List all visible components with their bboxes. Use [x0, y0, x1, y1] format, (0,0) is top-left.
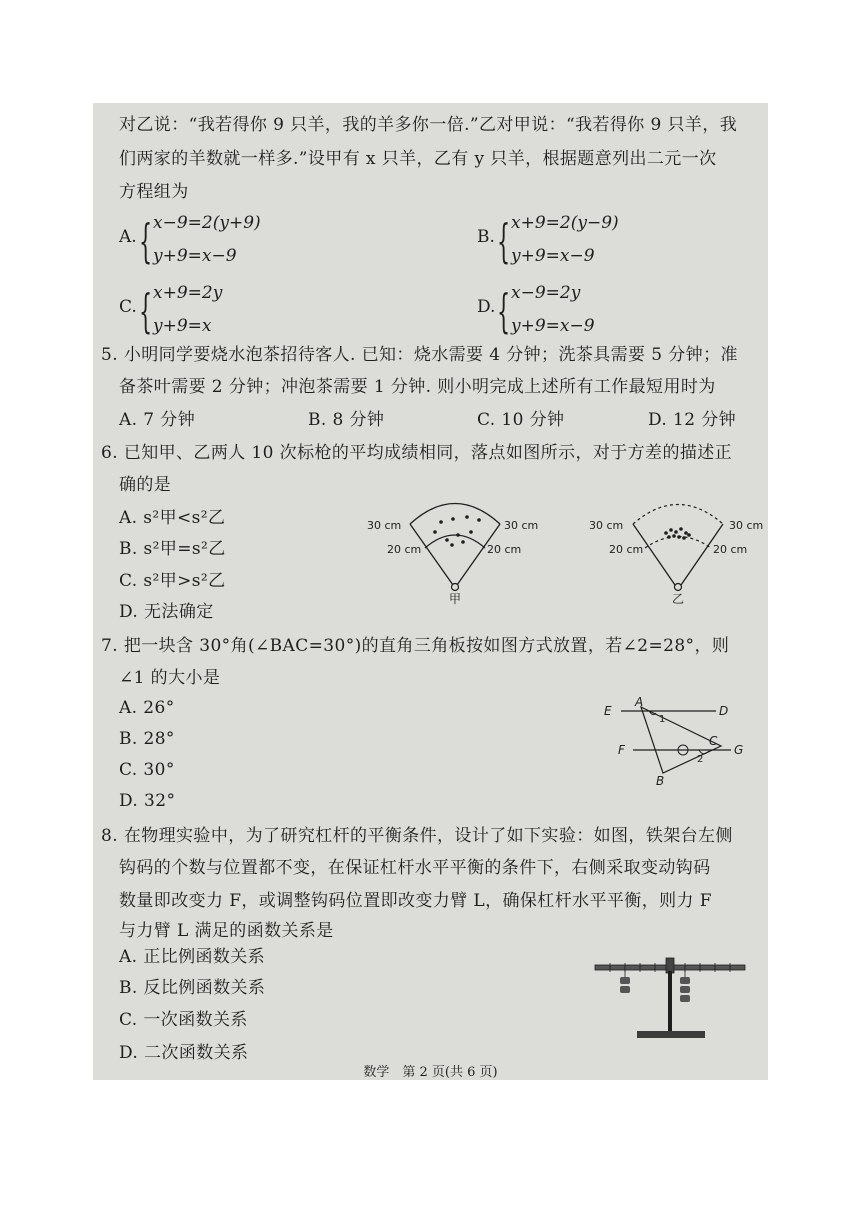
q7-text-line1: 7. 把一块含 30°角(∠BAC=30°)的直角三角板按如图方式放置，若∠2=28°，则 — [101, 636, 730, 656]
label-yi: 乙 — [672, 592, 685, 605]
q8-lever-figure — [590, 953, 750, 1043]
page-footer: 数学 第 2 页(共 6 页) — [363, 1065, 498, 1080]
q8-text-line4: 与力臂 L 满足的函数关系是 — [119, 921, 334, 941]
q6-option-c[interactable]: C. s²甲>s²乙 — [119, 571, 226, 591]
angle-2-label: 2 — [697, 754, 704, 765]
brace-icon: { — [497, 214, 511, 268]
point-c: C — [709, 734, 718, 748]
exam-page — [93, 103, 768, 1080]
point-d: D — [719, 704, 729, 718]
q7-figure — [601, 693, 751, 788]
equation-2: y+9=x−9 — [511, 246, 595, 266]
q8-text-line2: 钩码的个数与位置都不变，在保证杠杆水平平衡的条件下，右侧采取变动钩码 — [119, 858, 711, 878]
q5-option-c[interactable]: C. 10 分钟 — [477, 410, 565, 430]
label-30cm-right: 30 cm — [729, 519, 764, 532]
equation-1: x+9=2(y−9) — [511, 213, 619, 233]
label-jia: 甲 — [449, 592, 462, 605]
q6-figure-b — [565, 495, 765, 605]
label-20cm-right: 20 cm — [487, 543, 522, 556]
point-b: B — [656, 774, 665, 788]
angle-1-label: 1 — [659, 714, 666, 725]
q5-text-line2: 备茶叶需要 2 分钟；冲泡茶需要 1 分钟. 则小明完成上述所有工作最短用时为 — [119, 377, 716, 397]
label-30cm-right: 30 cm — [504, 519, 539, 532]
label-20cm-left: 20 cm — [387, 543, 422, 556]
brace-icon: { — [139, 214, 153, 268]
option-label: B. — [477, 227, 495, 247]
q5-option-d[interactable]: D. 12 分钟 — [648, 410, 737, 430]
q5-text-line1: 5. 小明同学要烧水泡茶招待客人. 已知：烧水需要 4 分钟；洗茶具需要 5 分钟；准 — [101, 345, 738, 365]
q6-text-line1: 6. 已知甲、乙两人 10 次标枪的平均成绩相同，落点如图所示，对于方差的描述正 — [101, 443, 733, 463]
q4-text-line3: 方程组为 — [119, 182, 189, 202]
q8-option-a[interactable]: A. 正比例函数关系 — [119, 947, 266, 967]
q8-option-c[interactable]: C. 一次函数关系 — [119, 1010, 248, 1030]
point-g: G — [734, 743, 744, 757]
label-30cm-left: 30 cm — [367, 519, 402, 532]
q6-text-line2: 确的是 — [119, 475, 172, 495]
equation-1: x+9=2y — [153, 283, 223, 303]
point-a: A — [635, 695, 644, 709]
equation-2: y+9=x — [153, 316, 212, 336]
q7-text-line2: ∠1 的大小是 — [119, 668, 221, 688]
q8-text-line3: 数量即改变力 F，或调整钩码位置即改变力臂 L，确保杠杆水平平衡，则力 F — [119, 891, 712, 911]
label-30cm-left: 30 cm — [589, 519, 624, 532]
q4-text-line1: 对乙说：“我若得你 9 只羊，我的羊多你一倍.”乙对甲说：“我若得你 9 只羊，我 — [119, 115, 738, 135]
equation-1: x−9=2(y+9) — [153, 213, 261, 233]
q4-text-line2: 们两家的羊数就一样多.”设甲有 x 只羊，乙有 y 只羊，根据题意列出二元一次 — [119, 149, 717, 169]
equation-2: y+9=x−9 — [153, 246, 237, 266]
q7-option-c[interactable]: C. 30° — [119, 760, 175, 780]
brace-icon: { — [139, 284, 153, 338]
option-label: C. — [119, 297, 137, 317]
q5-option-a[interactable]: A. 7 分钟 — [119, 410, 196, 430]
q5-option-b[interactable]: B. 8 分钟 — [308, 410, 385, 430]
brace-icon: { — [497, 284, 511, 338]
equation-2: y+9=x−9 — [511, 316, 595, 336]
q8-option-d[interactable]: D. 二次函数关系 — [119, 1043, 249, 1063]
q6-figure-a — [363, 495, 553, 605]
q8-text-line1: 8. 在物理实验中，为了研究杠杆的平衡条件，设计了如下实验：如图，铁架台左侧 — [101, 826, 733, 846]
q8-option-b[interactable]: B. 反比例函数关系 — [119, 978, 266, 998]
q7-option-b[interactable]: B. 28° — [119, 729, 175, 749]
label-20cm-right: 20 cm — [713, 543, 748, 556]
q6-option-d[interactable]: D. 无法确定 — [119, 602, 214, 622]
option-label: A. — [119, 227, 137, 247]
equation-1: x−9=2y — [511, 283, 581, 303]
label-20cm-left: 20 cm — [609, 543, 644, 556]
q7-option-a[interactable]: A. 26° — [119, 698, 175, 718]
q7-option-d[interactable]: D. 32° — [119, 791, 176, 811]
point-e: E — [604, 704, 612, 718]
point-f: F — [618, 743, 625, 757]
q6-option-b[interactable]: B. s²甲=s²乙 — [119, 539, 226, 559]
q6-option-a[interactable]: A. s²甲<s²乙 — [119, 508, 226, 528]
option-label: D. — [477, 297, 496, 317]
